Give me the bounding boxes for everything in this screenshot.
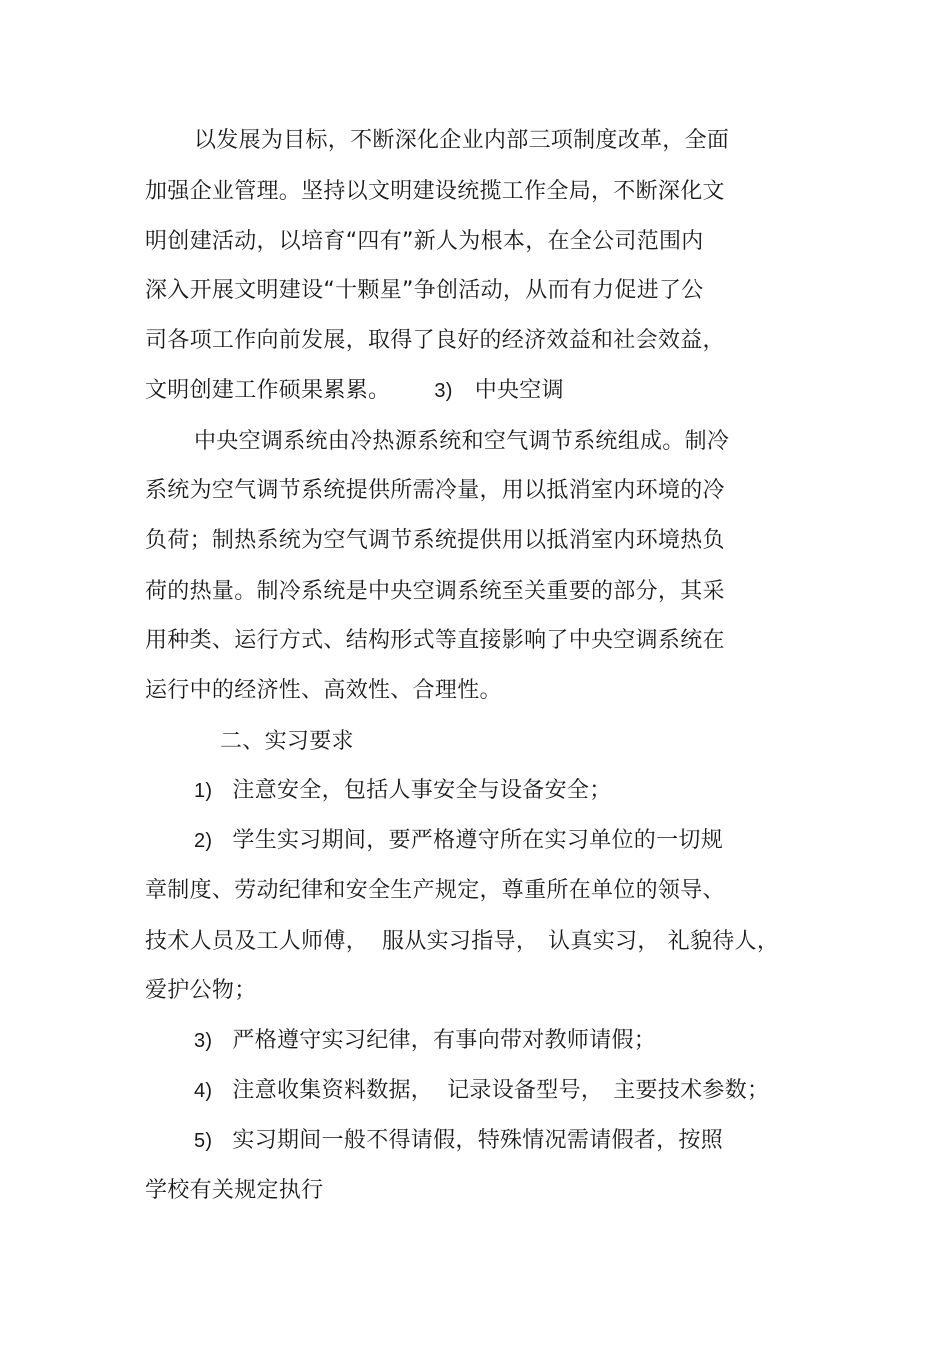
paragraph-line (145, 973, 257, 1009)
list-text: 记录设备型号， (447, 1078, 604, 1103)
list-text: 严格遵守实习纪律，有事向带对教师请假； (232, 1028, 657, 1053)
list-item (194, 1123, 723, 1159)
text-span: 系统为空气调节系统提供所需冷量，用以抵消室内环境的冷 (145, 478, 725, 503)
section-heading (220, 724, 354, 760)
paragraph-line (145, 924, 779, 960)
list-number: 4) (194, 1080, 213, 1102)
text-span: 章制度、劳动纪律和安全生产规定，尊重所在单位的领导、 (145, 878, 725, 903)
list-item (194, 773, 612, 809)
list-number: 5) (194, 1130, 213, 1152)
paragraph-line (145, 224, 704, 260)
paragraph-line (194, 123, 729, 159)
text-span: 用种类、运行方式、结构形式等直接影响了中央空调系统在 (145, 628, 725, 653)
text-span: 荷的热量。制冷系统是中央空调系统至关重要的部分，其采 (145, 579, 725, 604)
section-heading: 中央空调 (474, 378, 564, 403)
text-span: 运行中的经济性、高效性、合理性。 (145, 678, 502, 703)
text-span: 服从实习指导， (382, 929, 539, 954)
text-span: 明创建活动，以培育“四有”新人为根本，在全公司范围内 (145, 229, 704, 254)
paragraph-line (194, 424, 729, 460)
list-text: 学生实习期间，要严格遵守所在实习单位的一切规 (232, 828, 723, 853)
text-span: 认真实习， (548, 929, 660, 954)
text-span: 爱护公物； (145, 978, 257, 1003)
text-span: 学校有关规定执行 (145, 1178, 324, 1203)
paragraph-line (145, 673, 502, 709)
list-text: 注意安全，包括人事安全与设备安全； (232, 778, 612, 803)
paragraph-line (145, 373, 564, 409)
paragraph-line (145, 174, 725, 210)
text-span: 司各项工作向前发展，取得了良好的经济效益和社会效益， (145, 328, 725, 353)
list-number: 3) (194, 1030, 213, 1052)
list-item (194, 823, 723, 859)
list-number: 3) (434, 380, 453, 402)
text-span: 负荷；制热系统为空气调节系统提供用以抵消室内环境热负 (145, 528, 725, 553)
text-span: 深入开展文明建设“十颗星”争创活动，从而有力促进了公 (145, 278, 704, 303)
paragraph-line (145, 523, 725, 559)
paragraph-line (145, 273, 704, 309)
text-span: 以发展为目标，不断深化企业内部三项制度改革，全面 (194, 128, 730, 153)
text-span: 技术人员及工人师傅， (145, 929, 369, 954)
paragraph-line (145, 1173, 323, 1209)
paragraph-line (145, 873, 725, 909)
list-number: 2) (194, 830, 213, 852)
paragraph-line (145, 323, 725, 359)
paragraph-line (145, 623, 725, 659)
text-span: 礼貌待人， (667, 929, 780, 954)
list-item (194, 1023, 656, 1059)
list-number: 1) (194, 780, 213, 802)
list-text: 主要技术参数； (613, 1078, 770, 1103)
list-text: 注意收集资料数据， (232, 1078, 434, 1103)
paragraph-line (145, 473, 725, 509)
list-item (194, 1073, 769, 1109)
heading-text: 二、实习要求 (220, 729, 354, 754)
list-text: 实习期间一般不得请假，特殊情况需请假者，按照 (232, 1128, 723, 1153)
text-span: 中央空调系统由冷热源系统和空气调节系统组成。制冷 (194, 429, 730, 454)
text-span: 文明创建工作硕果累累。 (145, 378, 391, 403)
text-span: 加强企业管理。坚持以文明建设统揽工作全局，不断深化文 (145, 179, 725, 204)
paragraph-line (145, 574, 725, 610)
